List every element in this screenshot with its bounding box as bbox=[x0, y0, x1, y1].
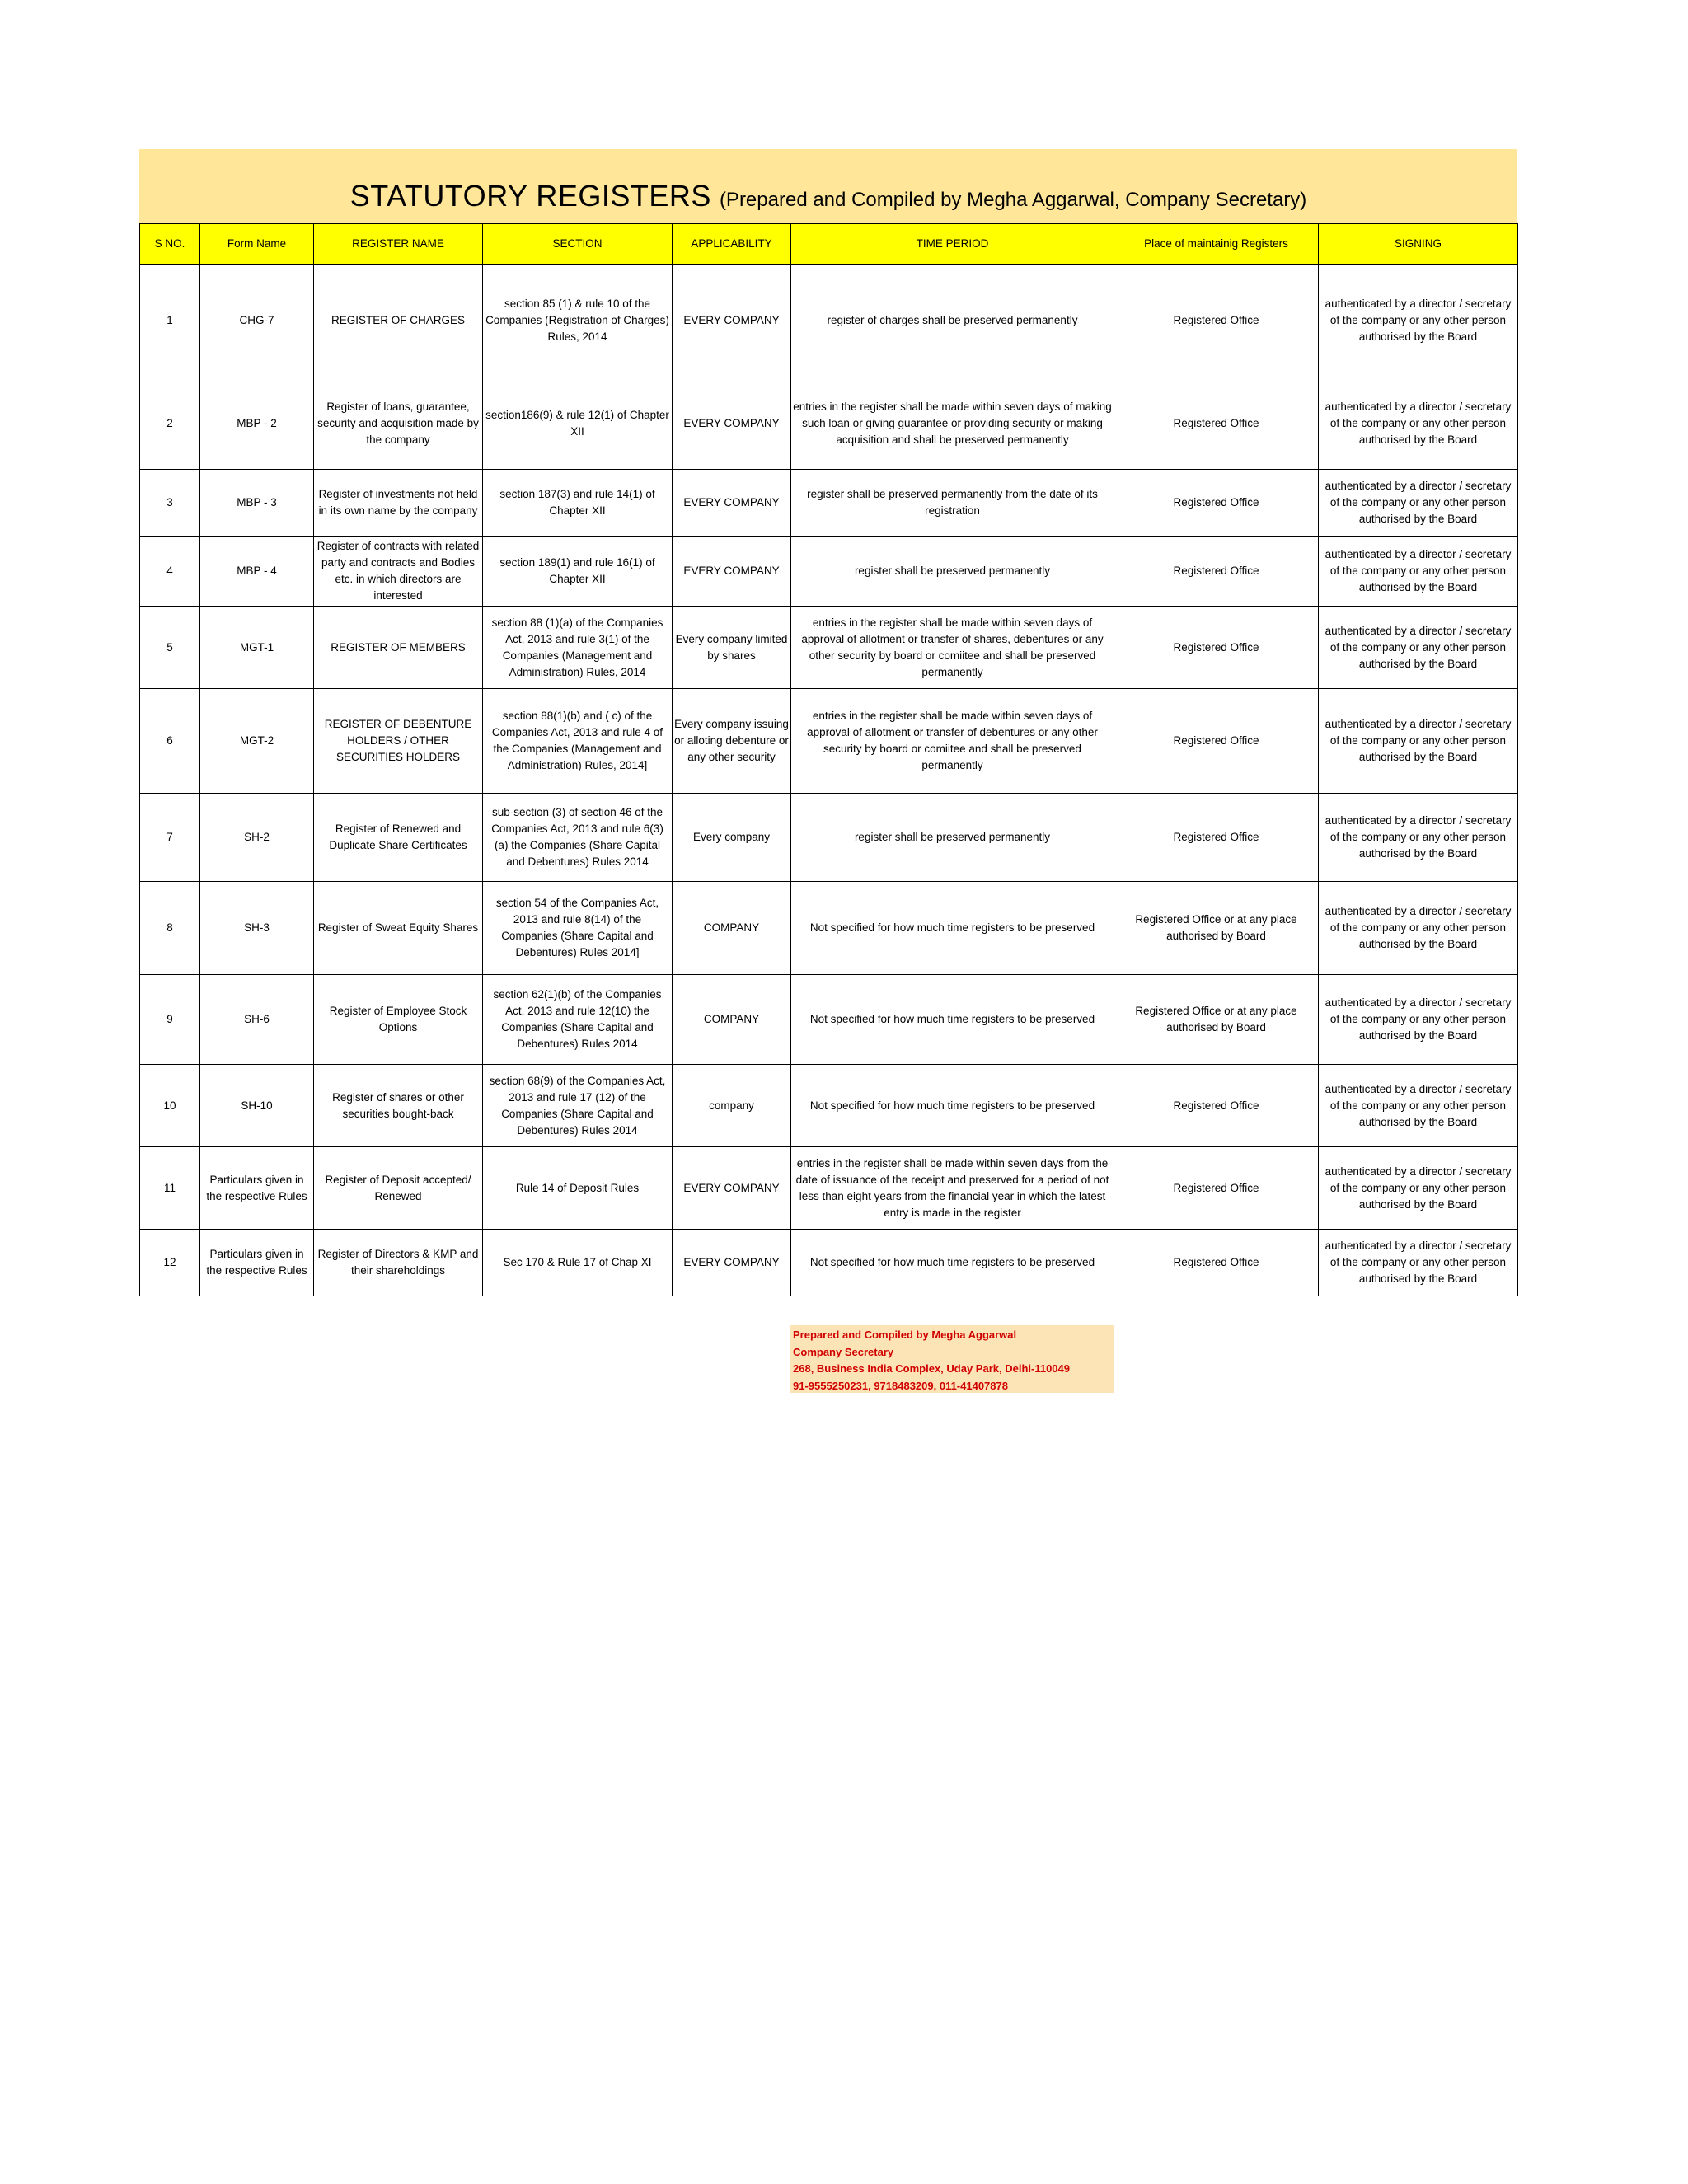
cell-applicability: EVERY COMPANY bbox=[673, 265, 791, 377]
cell-form-name: CHG-7 bbox=[200, 265, 314, 377]
cell-time-period: Not specified for how much time registers to be preserved bbox=[791, 1230, 1114, 1296]
cell-section: sub-section (3) of section 46 of the Companies Act, 2013 and rule 6(3)(a) the Companies (Share Capital and Debentures) Rules 2014 bbox=[483, 794, 673, 882]
cell-time-period: Not specified for how much time registers to be preserved bbox=[791, 1065, 1114, 1147]
cell-time-period: entries in the register shall be made within seven days of approval of allotment or transfer of shares, debentures or any other security by board or comiitee and shall be preserved permanently bbox=[791, 607, 1114, 689]
cell-time-period: register shall be preserved permanently bbox=[791, 794, 1114, 882]
cell-applicability: EVERY COMPANY bbox=[673, 377, 791, 470]
statutory-registers-table bbox=[139, 223, 1518, 1296]
cell-register-name: REGISTER OF CHARGES bbox=[314, 265, 483, 377]
cell-sno: 1 bbox=[140, 265, 200, 377]
cell-applicability: Every company limited by shares bbox=[673, 607, 791, 689]
cell-form-name: MBP - 2 bbox=[200, 377, 314, 470]
cell-time-period: entries in the register shall be made within seven days from the date of issuance of the receipt and preserved for a period of not less than eight years from the financial year in which the latest entry is made in the register bbox=[791, 1147, 1114, 1230]
cell-register-name: Register of investments not held in its own name by the company bbox=[314, 470, 483, 537]
cell-signing: authenticated by a director / secretary of the company or any other person authorised by the Board bbox=[1319, 377, 1518, 470]
cell-form-name: MBP - 4 bbox=[200, 537, 314, 607]
cell-place: Registered Office bbox=[1114, 794, 1319, 882]
cell-section: section 88 (1)(a) of the Companies Act, 2013 and rule 3(1) of the Companies (Management and Administration) Rules, 2014 bbox=[483, 607, 673, 689]
cell-form-name: MGT-2 bbox=[200, 689, 314, 794]
cell-place: Registered Office bbox=[1114, 1230, 1319, 1296]
table-row bbox=[140, 537, 1518, 607]
cell-sno: 2 bbox=[140, 377, 200, 470]
cell-signing: authenticated by a director / secretary of the company or any other person authorised by the Board bbox=[1319, 537, 1518, 607]
cell-time-period: register of charges shall be preserved permanently bbox=[791, 265, 1114, 377]
cell-form-name: MBP - 3 bbox=[200, 470, 314, 537]
header-applicability: APPLICABILITY bbox=[673, 224, 791, 265]
cell-place: Registered Office bbox=[1114, 1147, 1319, 1230]
cell-time-period: register shall be preserved permanently from the date of its registration bbox=[791, 470, 1114, 537]
cell-form-name: Particulars given in the respective Rules bbox=[200, 1230, 314, 1296]
cell-section: section 187(3) and rule 14(1) of Chapter XII bbox=[483, 470, 673, 537]
table-row bbox=[140, 470, 1518, 537]
compiler-contact-box bbox=[790, 1325, 1114, 1393]
table-row bbox=[140, 1147, 1518, 1230]
cell-signing: authenticated by a director / secretary of the company or any other person authorised by the Board bbox=[1319, 607, 1518, 689]
cell-place: Registered Office bbox=[1114, 1065, 1319, 1147]
table-row bbox=[140, 607, 1518, 689]
cell-section: section186(9) & rule 12(1) of Chapter XII bbox=[483, 377, 673, 470]
cell-signing: authenticated by a director / secretary of the company or any other person authorised by the Board bbox=[1319, 689, 1518, 794]
cell-sno: 8 bbox=[140, 882, 200, 975]
cell-place: Registered Office bbox=[1114, 470, 1319, 537]
cell-register-name: Register of Employee Stock Options bbox=[314, 975, 483, 1065]
cell-register-name: Register of contracts with related party and contracts and Bodies etc. in which directors are interested bbox=[314, 537, 483, 607]
cell-applicability: Every company issuing or alloting debenture or any other security bbox=[673, 689, 791, 794]
footer-line-designation: Company Secretary bbox=[793, 1345, 894, 1358]
cell-time-period: Not specified for how much time registers to be preserved bbox=[791, 882, 1114, 975]
cell-applicability: company bbox=[673, 1065, 791, 1147]
cell-register-name: Register of loans, guarantee, security and acquisition made by the company bbox=[314, 377, 483, 470]
table-row bbox=[140, 975, 1518, 1065]
cell-register-name: Register of shares or other securities bought-back bbox=[314, 1065, 483, 1147]
cell-section: section 54 of the Companies Act, 2013 and rule 8(14) of the Companies (Share Capital and Debentures) Rules 2014] bbox=[483, 882, 673, 975]
cell-applicability: Every company bbox=[673, 794, 791, 882]
cell-register-name: REGISTER OF DEBENTURE HOLDERS / OTHER SECURITIES HOLDERS bbox=[314, 689, 483, 794]
cell-section: section 62(1)(b) of the Companies Act, 2013 and rule 12(10) the Companies (Share Capital and Debentures) Rules 2014 bbox=[483, 975, 673, 1065]
cell-signing: authenticated by a director / secretary of the company or any other person authorised by the Board bbox=[1319, 1230, 1518, 1296]
cell-sno: 11 bbox=[140, 1147, 200, 1230]
cell-time-period: Not specified for how much time registers to be preserved bbox=[791, 975, 1114, 1065]
header-section: SECTION bbox=[483, 224, 673, 265]
cell-form-name: Particulars given in the respective Rules bbox=[200, 1147, 314, 1230]
cell-place: Registered Office bbox=[1114, 689, 1319, 794]
footer-line-compiler: Prepared and Compiled by Megha Aggarwal bbox=[793, 1329, 1017, 1341]
cell-signing: authenticated by a director / secretary of the company or any other person authorised by the Board bbox=[1319, 265, 1518, 377]
title-main: STATUTORY REGISTERS bbox=[349, 179, 711, 213]
cell-time-period: entries in the register shall be made within seven days of making such loan or giving guarantee or providing security or making acquisition and shall be preserved permanently bbox=[791, 377, 1114, 470]
cell-time-period: register shall be preserved permanently bbox=[791, 537, 1114, 607]
cell-sno: 6 bbox=[140, 689, 200, 794]
cell-signing: authenticated by a director / secretary of the company or any other person authorised by the Board bbox=[1319, 882, 1518, 975]
cell-section: section 88(1)(b) and ( c) of the Companies Act, 2013 and rule 4 of the Companies (Management and Administration) Rules, 2014] bbox=[483, 689, 673, 794]
cell-sno: 3 bbox=[140, 470, 200, 537]
cell-section: section 189(1) and rule 16(1) of Chapter XII bbox=[483, 537, 673, 607]
cell-applicability: EVERY COMPANY bbox=[673, 1147, 791, 1230]
cell-register-name: Register of Deposit accepted/ Renewed bbox=[314, 1147, 483, 1230]
header-form-name: Form Name bbox=[200, 224, 314, 265]
cell-form-name: SH-2 bbox=[200, 794, 314, 882]
header-register-name: REGISTER NAME bbox=[314, 224, 483, 265]
title-subtitle: (Prepared and Compiled by Megha Aggarwal, Company Secretary) bbox=[719, 189, 1307, 211]
cell-sno: 5 bbox=[140, 607, 200, 689]
cell-sno: 4 bbox=[140, 537, 200, 607]
header-row bbox=[140, 224, 1518, 265]
cell-sno: 10 bbox=[140, 1065, 200, 1147]
cell-place: Registered Office bbox=[1114, 265, 1319, 377]
cell-time-period: entries in the register shall be made within seven days of approval of allotment or transfer of debentures or any other security by board or comiitee and shall be preserved permanently bbox=[791, 689, 1114, 794]
cell-form-name: SH-3 bbox=[200, 882, 314, 975]
cell-signing: authenticated by a director / secretary of the company or any other person authorised by the Board bbox=[1319, 1065, 1518, 1147]
cell-register-name: Register of Directors & KMP and their shareholdings bbox=[314, 1230, 483, 1296]
cell-applicability: EVERY COMPANY bbox=[673, 470, 791, 537]
cell-section: Sec 170 & Rule 17 of Chap XI bbox=[483, 1230, 673, 1296]
header-place: Place of maintainig Registers bbox=[1114, 224, 1319, 265]
cell-signing: authenticated by a director / secretary of the company or any other person authorised by the Board bbox=[1319, 794, 1518, 882]
page-title bbox=[139, 179, 1517, 213]
table-row bbox=[140, 377, 1518, 470]
cell-sno: 9 bbox=[140, 975, 200, 1065]
cell-form-name: SH-10 bbox=[200, 1065, 314, 1147]
header-time-period: TIME PERIOD bbox=[791, 224, 1114, 265]
cell-place: Registered Office or at any place authorised by Board bbox=[1114, 882, 1319, 975]
cell-form-name: SH-6 bbox=[200, 975, 314, 1065]
cell-section: section 85 (1) & rule 10 of the Companies (Registration of Charges) Rules, 2014 bbox=[483, 265, 673, 377]
cell-applicability: COMPANY bbox=[673, 882, 791, 975]
cell-signing: authenticated by a director / secretary of the company or any other person authorised by the Board bbox=[1319, 470, 1518, 537]
cell-sno: 7 bbox=[140, 794, 200, 882]
table-row bbox=[140, 794, 1518, 882]
cell-applicability: EVERY COMPANY bbox=[673, 1230, 791, 1296]
header-signing: SIGNING bbox=[1319, 224, 1518, 265]
cell-place: Registered Office bbox=[1114, 607, 1319, 689]
title-band bbox=[139, 149, 1517, 223]
cell-section: section 68(9) of the Companies Act, 2013 and rule 17 (12) of the Companies (Share Capital and Debentures) Rules 2014 bbox=[483, 1065, 673, 1147]
table-row bbox=[140, 1065, 1518, 1147]
cell-place: Registered Office bbox=[1114, 377, 1319, 470]
footer-line-phone: 91-9555250231, 9718483209, 011-41407878 bbox=[793, 1379, 1008, 1392]
table-row bbox=[140, 1230, 1518, 1296]
cell-place: Registered Office bbox=[1114, 537, 1319, 607]
cell-register-name: Register of Sweat Equity Shares bbox=[314, 882, 483, 975]
cell-signing: authenticated by a director / secretary of the company or any other person authorised by the Board bbox=[1319, 1147, 1518, 1230]
table-row bbox=[140, 265, 1518, 377]
cell-place: Registered Office or at any place authorised by Board bbox=[1114, 975, 1319, 1065]
table-row bbox=[140, 882, 1518, 975]
table-row bbox=[140, 689, 1518, 794]
cell-section: Rule 14 of Deposit Rules bbox=[483, 1147, 673, 1230]
cell-signing: authenticated by a director / secretary of the company or any other person authorised by the Board bbox=[1319, 975, 1518, 1065]
cell-applicability: COMPANY bbox=[673, 975, 791, 1065]
footer-line-address: 268, Business India Complex, Uday Park, Delhi-110049 bbox=[793, 1362, 1070, 1375]
cell-register-name: Register of Renewed and Duplicate Share Certificates bbox=[314, 794, 483, 882]
cell-register-name: REGISTER OF MEMBERS bbox=[314, 607, 483, 689]
cell-form-name: MGT-1 bbox=[200, 607, 314, 689]
cell-sno: 12 bbox=[140, 1230, 200, 1296]
cell-applicability: EVERY COMPANY bbox=[673, 537, 791, 607]
header-sno: S NO. bbox=[140, 224, 200, 265]
